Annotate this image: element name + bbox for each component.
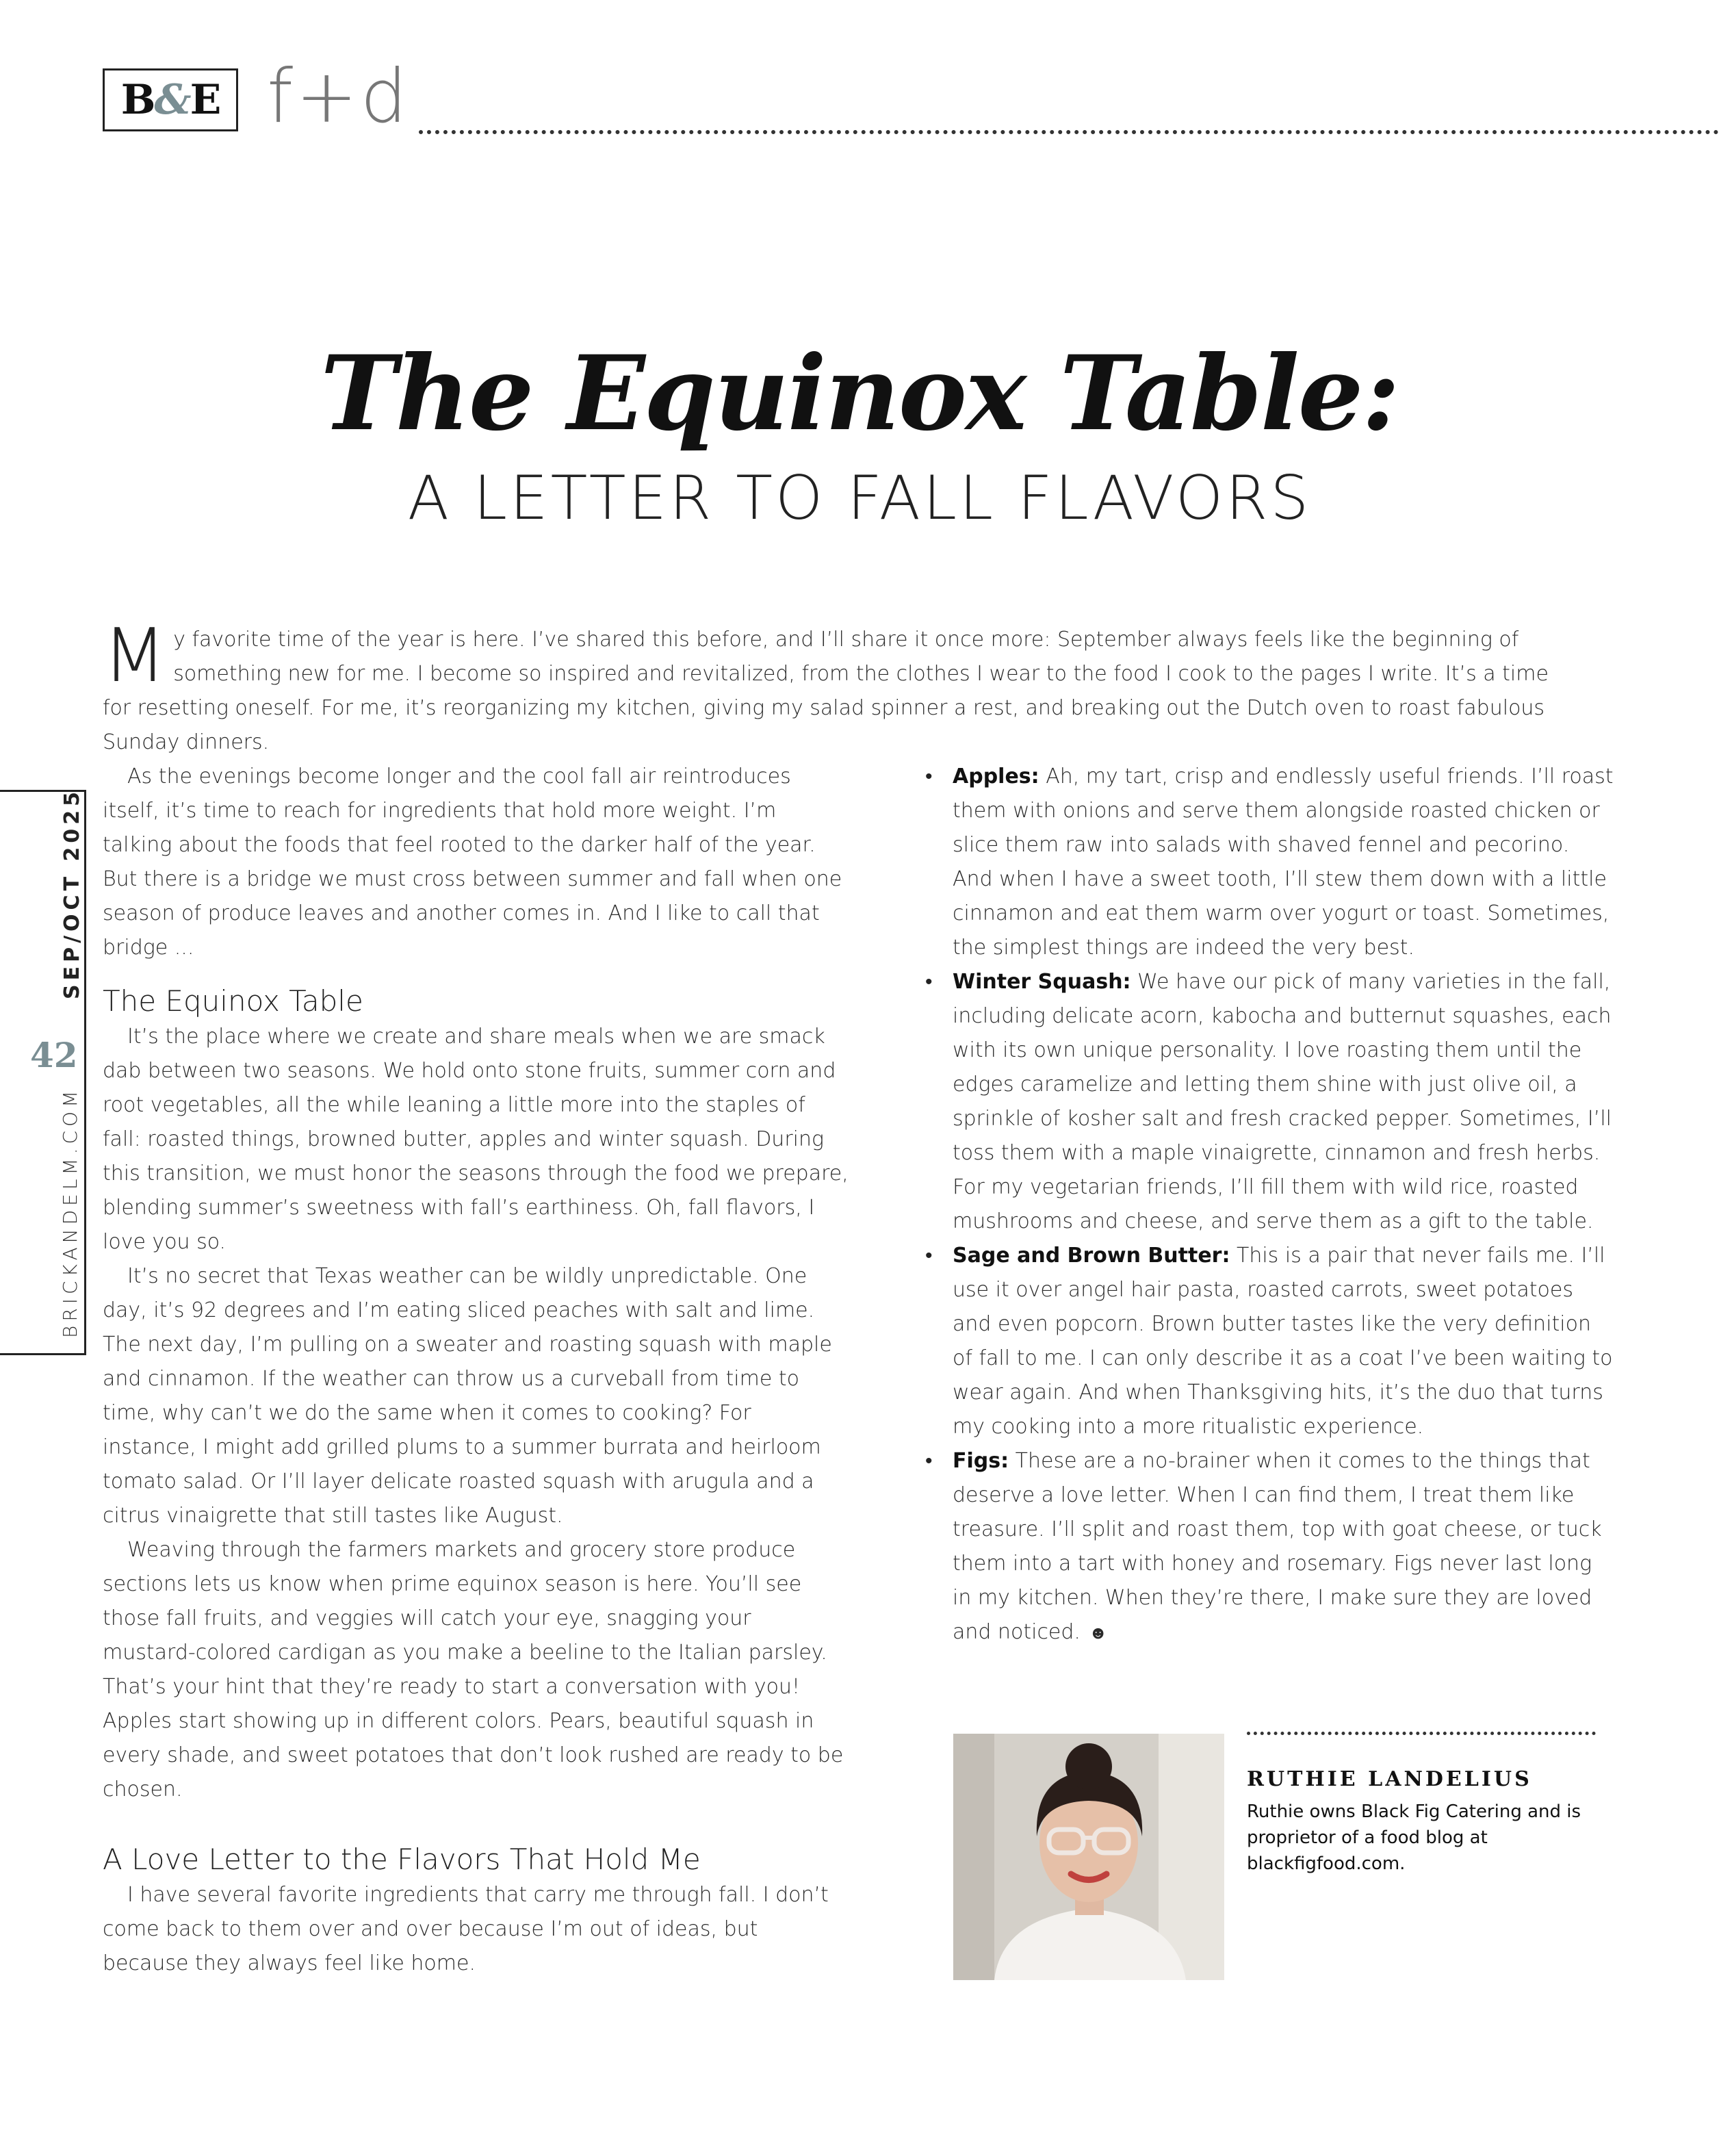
item-text: Ah, my tart, crisp and endlessly useful friends. I’ll roast them with onions and serve them alongside roasted chicken or slice them raw into salads with shaved fennel and pecorino. And when I have a sweet tooth, I’ll stew them down with a little cinnamon and eat them warm over yogurt or toast. Sometimes, the simplest things are indeed the very best. (953, 765, 1614, 960)
logo-letter-e: E (190, 76, 220, 124)
list-item (953, 965, 1615, 1239)
intro-text: y favorite time of the year is here. I’ve shared this before, and I’ll share it once more: September always feels like the beginning of something new for me. I become so inspired and revitalized, from the clothes I wear to the food I cook to the pages I write. It’s a time for resetting oneself. For me, it’s reorganizing my kitchen, giving my salad spinner a rest, and breaking out the Dutch oven to roast fabulous Sunday dinners. (103, 628, 1549, 754)
article-subtitle: A LETTER TO FALL FLAVORS (407, 463, 1312, 533)
subheading-love-letter: A Love Letter to the Flavors That Hold Me (103, 1843, 701, 1876)
author-portrait-illustration (953, 1734, 1224, 1980)
paragraph: It’s the place where we create and share meals when we are smack dab between two seasons. We hold onto stone fruits, summer corn and root vegetables, all the while leaning a little more into the staples of fall: roasted things, browned butter, apples and winter squash. During this transition, we must honor the seasons through the food we prepare, blending summer’s sweetness with fall’s earthiness. Oh, fall flavors, I love you so. (103, 1025, 849, 1254)
drop-cap: M (103, 613, 167, 699)
section-tag: f+d (267, 54, 411, 140)
author-photo (953, 1734, 1224, 1980)
website-url: BRICKANDELM.COM (59, 1086, 81, 1338)
list-item (953, 1444, 1615, 1650)
item-term: Sage and Brown Butter: (953, 1244, 1230, 1268)
author-bio: Ruthie owns Black Fig Catering and is proprietor of a food blog at blackfigfood.com. (1247, 1801, 1581, 1874)
item-text: These are a no-brainer when it comes to the things that deserve a love letter. When I can find them, I treat them like treasure. I’ll split and roast them, top with goat cheese, or tuck them into a tart with honey and rosemary. Figs never last long in my kitchen. When they’re there, I make sure they are loved and noticed. (953, 1449, 1602, 1644)
article-title: The Equinox Table: (320, 333, 1399, 454)
paragraph: It’s no secret that Texas weather can be wildly unpredictable. One day, it’s 92 degrees and I’m eating sliced peaches with salt and lime. The next day, I’m pulling on a sweater and roasting squash with maple and cinnamon. If the weather can throw us a curveball from time to time, why can’t we do the same when it comes to cooking? For instance, I might add grilled plums to a summer burrata and heirloom tomato salad. Or I’ll layer delicate roasted squash with arugula and a citrus vinaigrette that still tastes like August. (103, 1264, 832, 1528)
page-number: 42 (30, 1035, 78, 1075)
item-term: Winter Squash: (953, 970, 1131, 994)
paragraph: As the evenings become longer and the cool fall air reintroduces itself, it’s time to reach for ingredients that hold more weight. I’m talking about the foods that feel rooted to the darker half of the year. But there is a bridge we must cross between summer and fall when one season of produce leaves and another comes in. And I like to call that bridge ... (103, 765, 842, 960)
item-term: Figs: (953, 1449, 1009, 1473)
header-dotted-rule (419, 130, 1719, 134)
item-text: We have our pick of many varieties in the fall, including delicate acorn, kabocha and butternut squashes, each with its own unique personality. I love roasting them until the edges caramelize and letting them shine with just olive oil, a sprinkle of kosher salt and fresh cracked pepper. Sometimes, I’ll toss them with a maple vinaigrette, cinnamon and fresh herbs. For my vegetarian friends, I’ll fill them with wild rice, roasted mushrooms and cheese, and serve them as a gift to the table. (953, 970, 1612, 1233)
smiley-icon: ☻ (1088, 1623, 1108, 1643)
left-column (103, 760, 849, 1981)
author-dotted-rule (1247, 1732, 1596, 1735)
intro-paragraph (103, 613, 1574, 760)
ingredient-list (917, 760, 1615, 1650)
author-name: RUTHIE LANDELIUS (1247, 1767, 1532, 1791)
paragraph: Weaving through the farmers markets and grocery store produce sections lets us know when prime equinox season is here. You’ll see those fall fruits, and veggies will catch your eye, snagging your mustard-colored cardigan as you make a beeline to the Italian parsley. That’s your hint that they’re ready to start a conversation with you! Apples start showing up in different colors. Pears, beautiful squash in every shade, and sweet potatoes that don’t look rushed are ready to be chosen. (103, 1538, 844, 1801)
list-item (953, 760, 1615, 965)
paragraph: I have several favorite ingredients that carry me through fall. I don’t come back to them over and over because I’m out of ideas, but because they always feel like home. (103, 1883, 829, 1975)
brand-logo (103, 68, 238, 131)
item-term: Apples: (953, 765, 1039, 788)
logo-letter-b: B (120, 76, 155, 124)
logo-ampersand: & (154, 76, 190, 124)
right-column (917, 760, 1615, 1650)
issue-date: SEP/OCT 2025 (60, 788, 84, 999)
subheading-equinox-table: The Equinox Table (103, 984, 363, 1018)
list-item (953, 1239, 1615, 1444)
item-text: This is a pair that never fails me. I’ll use it over angel hair pasta, roasted carrots, sweet potatoes and even popcorn. Brown butter tastes like the very definition of fall to me. I can only describe it as a coat I’ve been waiting to wear again. And when Thanksgiving hits, it’s the duo that turns my cooking into a more ritualistic experience. (953, 1244, 1613, 1439)
